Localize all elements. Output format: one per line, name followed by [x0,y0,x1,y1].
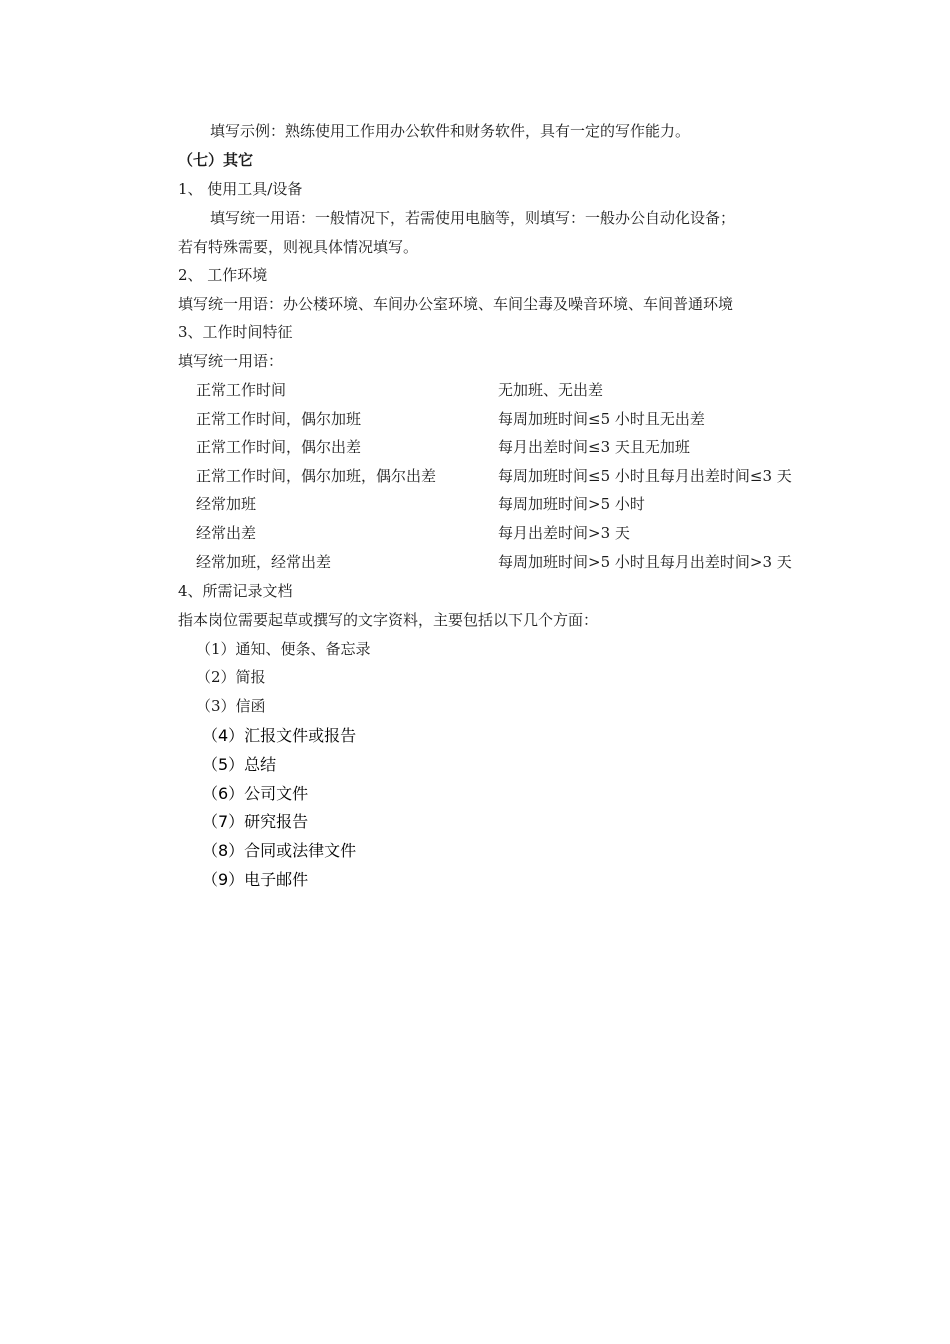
list-item: （3）信函 [196,697,266,715]
list-item: （8）合同或法律文件 [202,841,357,860]
item1-para-line2: 若有特殊需要，则视具体情况填写。 [178,238,419,256]
row-label: 正常工作时间 [196,381,287,399]
list-item: （7）研究报告 [202,812,309,831]
row-value: 每周加班时间≤5 小时且每月出差时间≤3 天 [498,467,792,485]
row-value: 每周加班时间>5 小时且每月出差时间>3 天 [498,553,792,571]
row-value: 每周加班时间≤5 小时且无出差 [498,410,705,428]
item3-para: 填写统一用语： [178,352,284,370]
item2-heading: 2、 工作环境 [178,266,268,284]
table-row [196,490,896,519]
list-item: （9）电子邮件 [202,870,309,889]
row-value: 每月出差时间≤3 天且无加班 [498,438,690,456]
item4-heading: 4、所需记录文档 [178,582,293,600]
section-title: （七）其它 [178,151,254,169]
row-value: 每月出差时间>3 天 [498,524,630,542]
list-item: （1）通知、便条、备忘录 [196,640,371,658]
list-item: （6）公司文件 [202,784,309,803]
table-row [196,548,896,577]
item1-heading: 1、 使用工具/设备 [178,180,303,198]
intro-example: 填写示例：熟练使用工作用办公软件和财务软件，具有一定的写作能力。 [210,122,691,140]
list-item: （4）汇报文件或报告 [202,726,357,745]
row-label: 经常加班，经常出差 [196,553,332,571]
list-item: （5）总结 [202,755,277,774]
item3-heading: 3、工作时间特征 [178,323,293,341]
table-row [196,376,896,405]
item4-para: 指本岗位需要起草或撰写的文字资料，主要包括以下几个方面： [178,611,599,629]
item2-para: 填写统一用语：办公楼环境、车间办公室环境、车间尘毒及噪音环境、车间普通环境 [178,295,734,313]
row-value: 每周加班时间>5 小时 [498,495,645,513]
item1-para-line1: 填写统一用语：一般情况下，若需使用电脑等，则填写：一般办公自动化设备； [210,209,736,227]
table-row [196,433,896,462]
table-row [196,462,896,491]
row-label: 正常工作时间，偶尔加班，偶尔出差 [196,467,437,485]
list-item: （2）简报 [196,668,266,686]
row-label: 正常工作时间，偶尔加班 [196,410,362,428]
table-row [196,405,896,434]
row-label: 经常出差 [196,524,257,542]
row-label: 经常加班 [196,495,257,513]
row-label: 正常工作时间，偶尔出差 [196,438,362,456]
row-value: 无加班、无出差 [498,381,604,399]
table-row [196,519,896,548]
